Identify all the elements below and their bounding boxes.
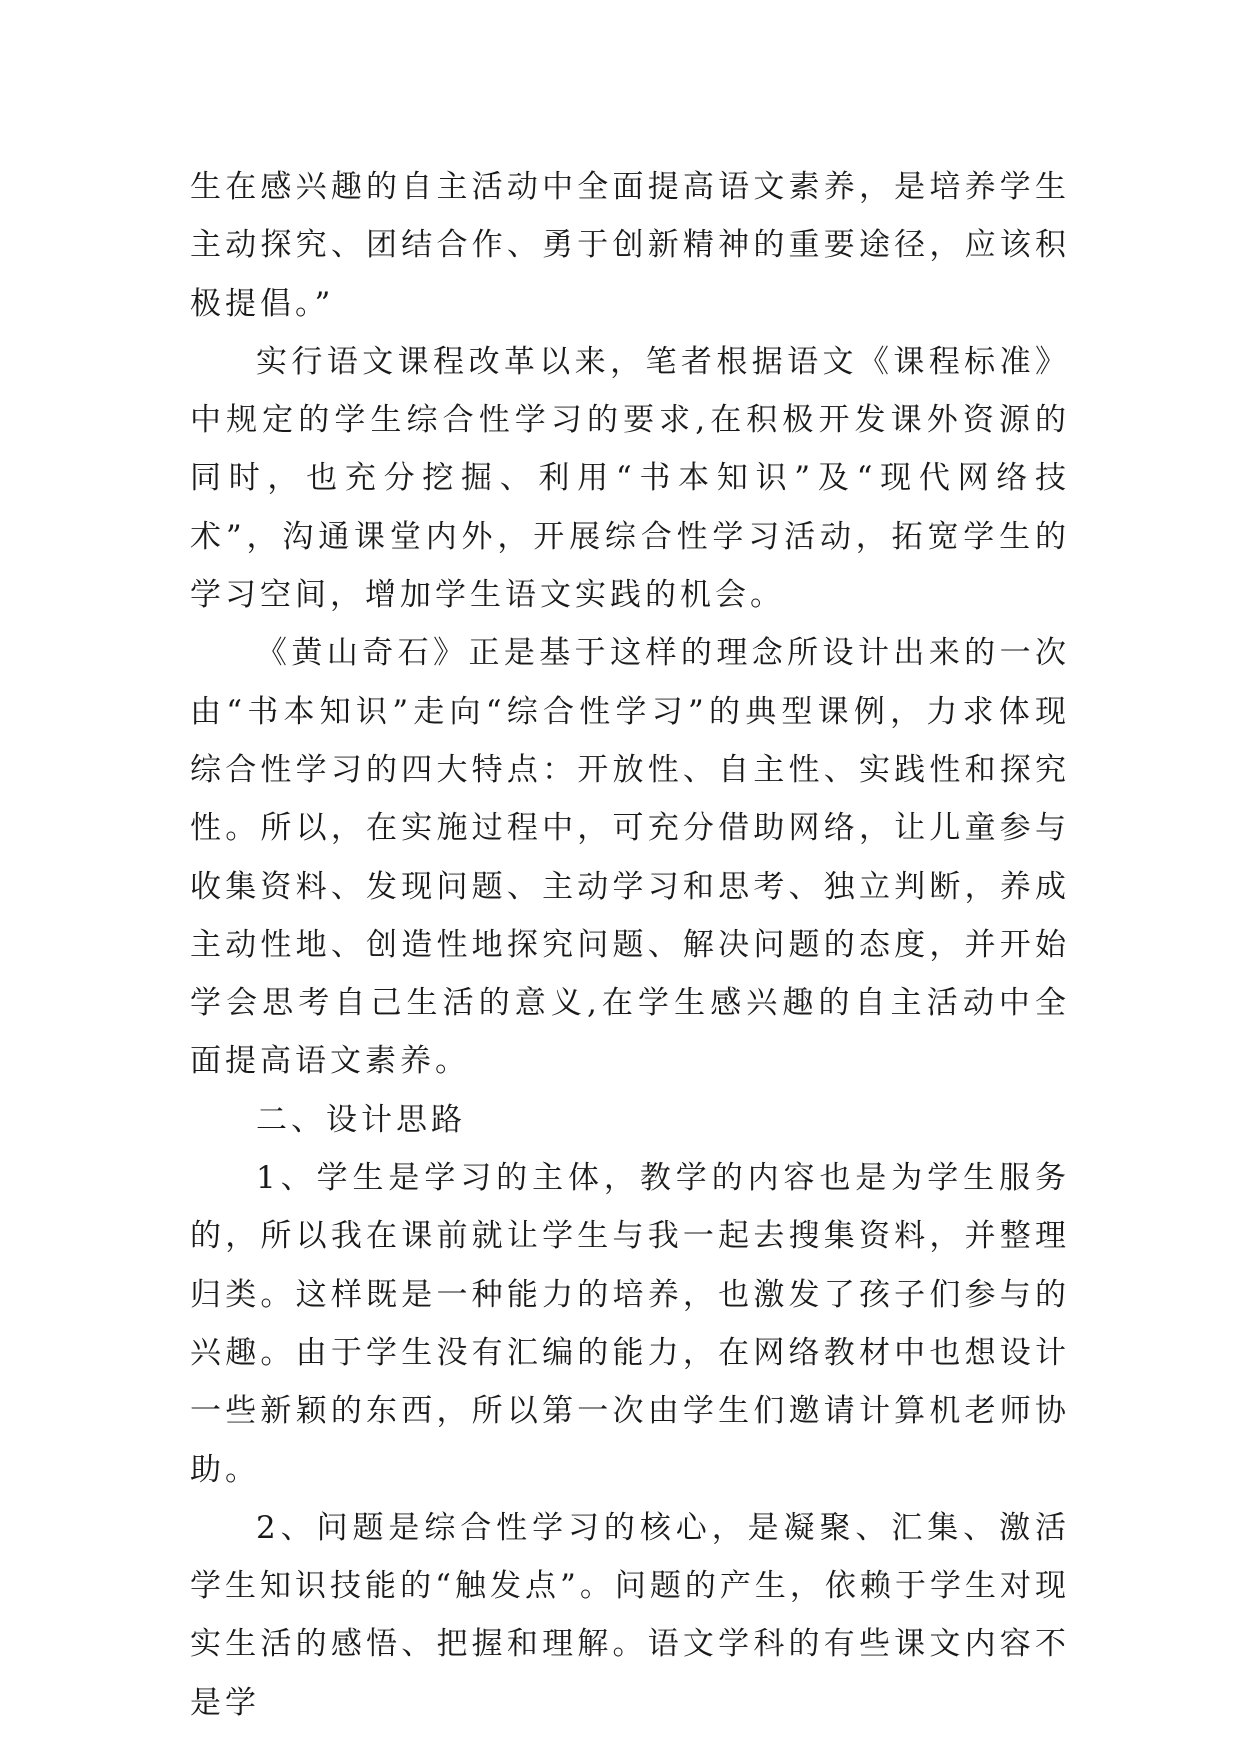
- body-text: [190, 158, 1070, 1732]
- paragraph-point-1: 1、学生是学习的主体，教学的内容也是为学生服务的，所以我在课前就让学生与我一起去搜集资料，并整理归类。这样既是一种能力的培养，也激发了孩子们参与的兴趣。由于学生没有汇编的能力，在网络教材中也想设计一些新颖的东西，所以第一次由学生们邀请计算机老师协助。: [190, 1160, 1070, 1488]
- paragraph-huangshan-lesson: 《黄山奇石》正是基于这样的理念所设计出来的一次由“书本知识”走向“综合性学习”的典型课例，力求体现综合性学习的四大特点：开放性、自主性、实践性和探究性。所以，在实施过程中，可充分借助网络，让儿童参与收集资料、发现问题、主动学习和思考、独立判断，养成主动性地、创造性地探究问题、解决问题的态度，并开始学会思考自己生活的意义,在学生感兴趣的自主活动中全面提高语文素养。: [190, 635, 1070, 1080]
- paragraph-point-2: 2、问题是综合性学习的核心，是凝聚、汇集、激活学生知识技能的“触发点”。问题的产生，依赖于学生对现实生活的感悟、把握和理解。语文学科的有些课文内容不是学: [190, 1509, 1070, 1721]
- paragraph-continued: 生在感兴趣的自主活动中全面提高语文素养，是培养学生主动探究、团结合作、勇于创新精神的重要途径，应该积极提倡。”: [190, 169, 1070, 322]
- paragraph-curriculum-reform: 实行语文课程改革以来，笔者根据语文《课程标准》中规定的学生综合性学习的要求,在积极开发课外资源的同时，也充分挖掘、利用“书本知识”及“现代网络技术”，沟通课堂内外，开展综合性学习活动，拓宽学生的学习空间，增加学生语文实践的机会。: [190, 343, 1070, 614]
- section-heading-design-ideas: 二、设计思路: [256, 1101, 466, 1138]
